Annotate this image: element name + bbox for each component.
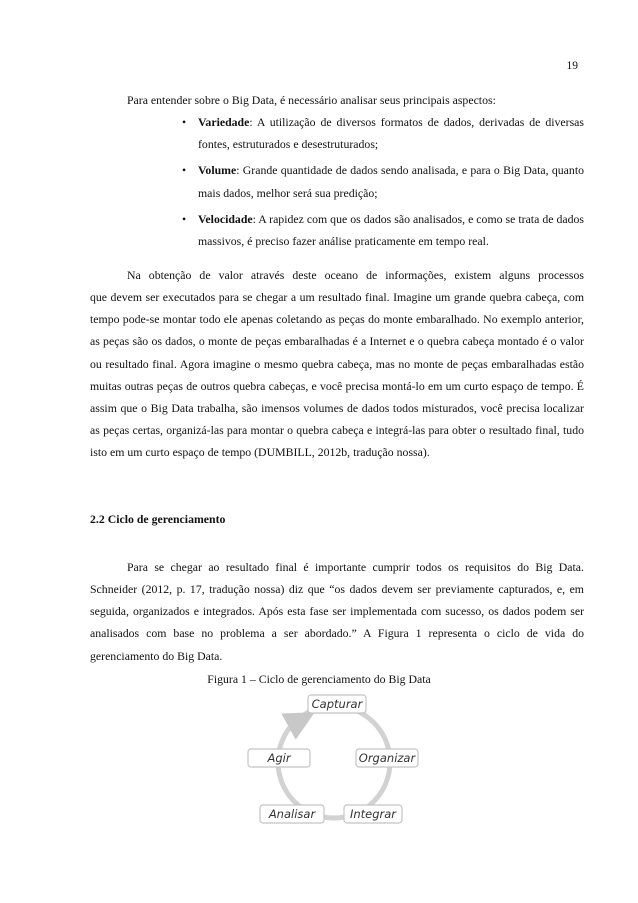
list-item <box>180 111 584 155</box>
bullet-icon: • <box>182 211 187 226</box>
bullet-icon: • <box>182 115 187 129</box>
paragraph-2-body: Schneider (2012, p. 17, tradução nossa) diz que “os dados devem ser previamente capturados, e, em seguida, organizados e integrados. Após esta fase ser implementada com sucesso, os dados podem ser analisados com base no problema a ser abordado.” A Figura 1 representa o ciclo de vida do gerenciamento do Big Data. <box>90 582 584 663</box>
node-label: Integrar <box>349 807 397 821</box>
paragraph-1-first-line: Na obtenção de valor através deste oceano de informações, existem alguns processos <box>127 268 584 282</box>
node-agir <box>248 749 310 767</box>
bullet-text: : A utilização de diversos formatos de dados, derivadas de diversas fontes, estruturados e desestruturados; <box>198 115 584 152</box>
list-item <box>180 159 584 203</box>
node-capturar <box>308 695 366 713</box>
bullet-term: Variedade <box>198 115 250 129</box>
page-number: 19 <box>566 60 578 72</box>
paragraph-1-body: que devem ser executados para se chegar a um resultado final. Imagine um grande quebra cabeça, com tempo pode-se montar todo ele apenas coletando as peças do monte embaralhado. No exemplo anterior, as peças são os dados, o monte de peças embaralhadas é a Internet e o quebra cabeça montado é o valor ou resultado final. Agora imagine o mesmo quebra cabeça, mas no monte de peças embaralhadas estão muitas outras peças de outros quebra cabeças, e você precisa montá-lo em um curto espaço de tempo. É assim que o Big Data trabalha, são imensos volumes de dados todos misturados, você precisa localizar as peças certas, organizá-las para montar o quebra cabeça e integrá-las para obter o resultado final, tudo isto em um curto espaço de tempo (DUMBILL, 2012b, tradução nossa). <box>90 290 584 460</box>
node-label: Capturar <box>311 697 363 711</box>
node-organizar <box>356 749 418 767</box>
lifecycle-diagram <box>244 690 424 832</box>
bullet-text: : A rapidez com que os dados são analisados, e como se trata de dados massivos, é preciso fazer análise praticamente em tempo real. <box>198 211 584 249</box>
bullet-text: : Grande quantidade de dados sendo analisada, e para o Big Data, quanto mais dados, melhor será sua predição; <box>198 163 584 200</box>
section-heading: 2.2 Ciclo de gerenciamento <box>90 512 226 526</box>
node-integrar <box>344 805 402 823</box>
node-analisar <box>260 805 324 823</box>
node-label: Organizar <box>358 751 416 765</box>
node-label: Analisar <box>268 807 316 821</box>
aspects-list <box>180 111 584 256</box>
figure-caption: Figura 1 – Ciclo de gerenciamento do Big Data <box>207 672 431 686</box>
bullet-term: Velocidade <box>198 211 253 226</box>
paragraph-2-first-line: Para se chegar ao resultado final é importante cumprir todos os requisitos do Big Data. <box>127 560 584 574</box>
bullet-icon: • <box>182 163 187 178</box>
list-item <box>180 208 584 252</box>
bullet-term: Volume <box>198 163 237 178</box>
node-label: Agir <box>267 751 291 765</box>
intro-text: Para entender sobre o Big Data, é necessário analisar seus principais aspectos: <box>127 93 496 107</box>
